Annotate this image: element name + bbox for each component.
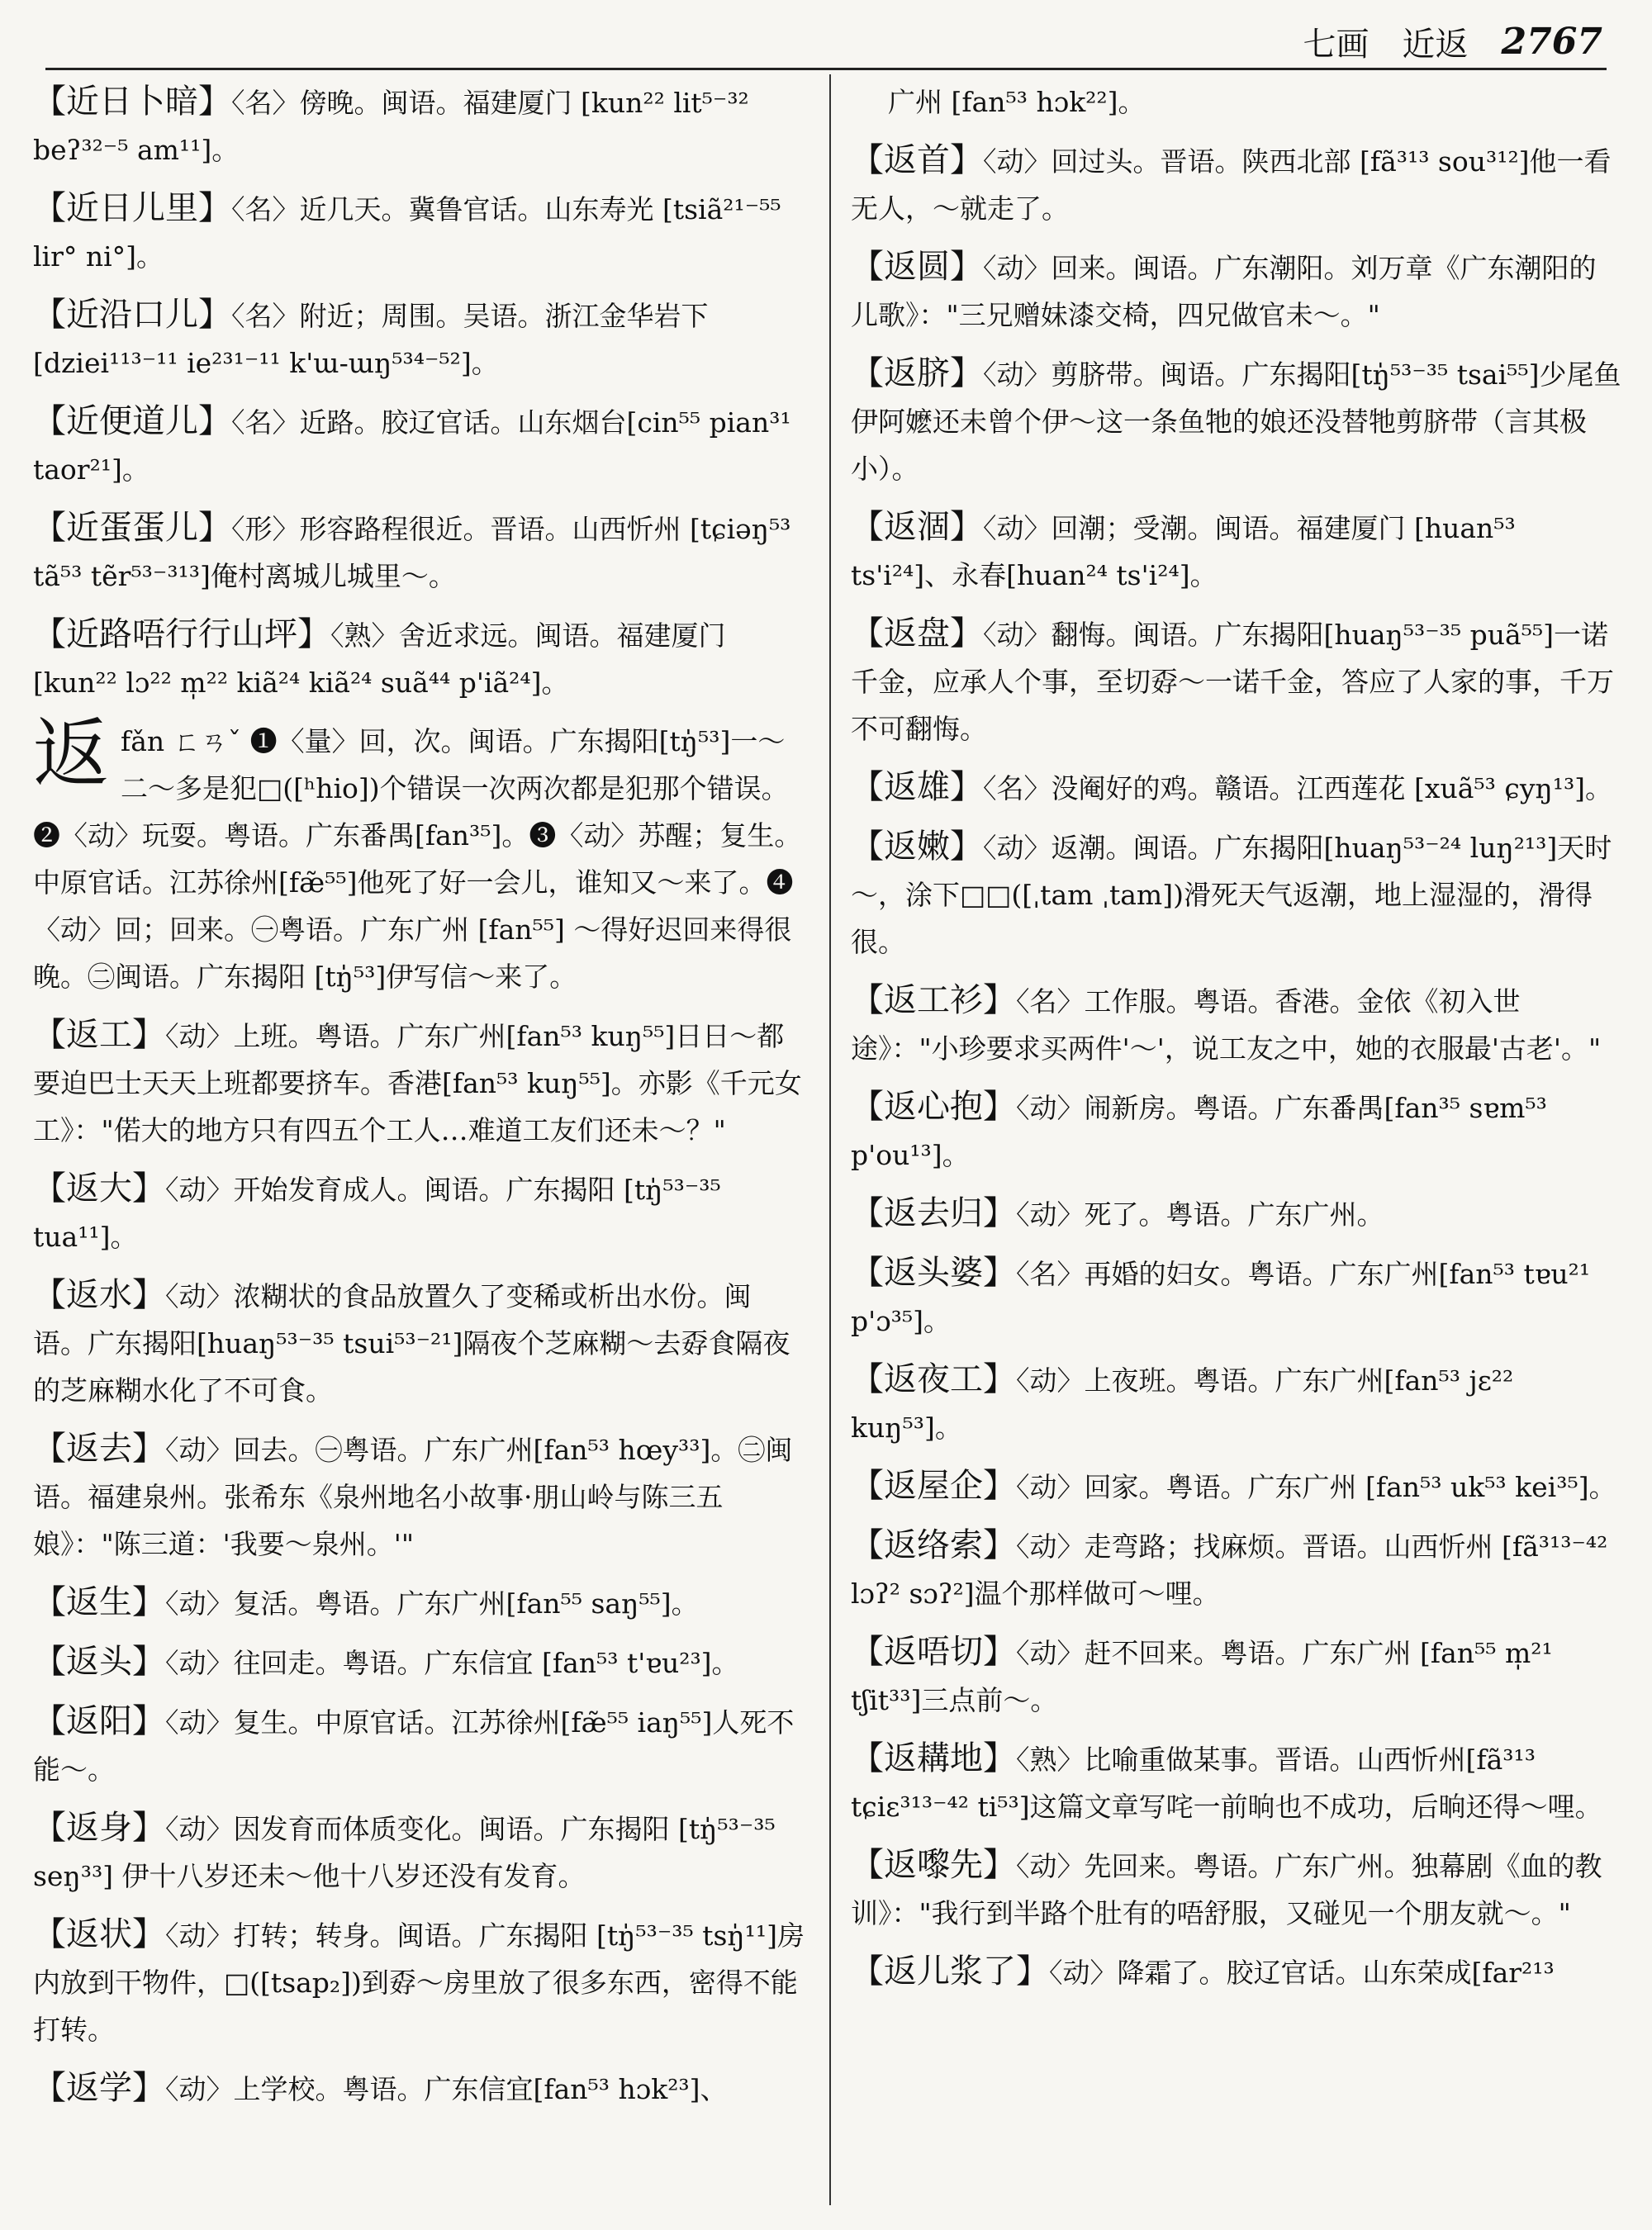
dictionary-entry <box>33 1911 805 2053</box>
dictionary-entry <box>851 1190 1623 1238</box>
dictionary-entry <box>33 2065 805 2113</box>
entry-text: 〈动〉走弯路；找麻烦。晋语。山西忻州 [fã³¹³⁻⁴² lɔʔ² sɔʔ²]温个那样做可～哩。 <box>851 1530 1608 1610</box>
entry-text: 〈动〉赶不回来。粤语。广东广州 [fan⁵⁵ m̩²¹ tʃit³³]三点前～。 <box>851 1637 1553 1716</box>
entry-text: 〈动〉降霜了。胶辽官话。山东荣成[far²¹³ <box>1049 1957 1555 1989</box>
entry-text: 〈动〉回来。闽语。广东潮阳。刘万章《广东潮阳的儿歌》："三兄赠妹漆交椅，四兄做官未～。" <box>851 252 1597 331</box>
dictionary-entry <box>33 185 805 280</box>
entry-text: 〈动〉往回走。粤语。广东信宜 [fan⁵³ t'ɐu²³]。 <box>165 1647 739 1679</box>
entry-text: 〈动〉上学校。粤语。广东信宜[fan⁵³ hɔk²³]、 <box>165 2073 728 2105</box>
entry-headword: 【 近日卜暗 】 <box>33 83 231 121</box>
entry-text: 〈名〉再婚的妇女。粤语。广东广州[fan⁵³ tɐu²¹ p'ɔ³⁵]。 <box>851 1258 1591 1337</box>
right-column <box>851 78 1623 2213</box>
entry-headword: 【 返工 】 <box>33 1016 165 1054</box>
dictionary-entry <box>33 78 805 173</box>
dictionary-entry <box>851 1842 1623 1937</box>
dictionary-entry <box>851 350 1623 492</box>
dictionary-entry <box>33 1639 805 1687</box>
entry-text: 〈名〉近几天。冀鲁官话。山东寿光 [tsiã²¹⁻⁵⁵ lir° ni°]。 <box>33 193 781 273</box>
page-header <box>50 17 1602 66</box>
entry-text: 〈名〉工作服。粤语。香港。金依《初入世途》："小珍要求买两件'～'，说工友之中，她的衣服最'古老'。" <box>851 985 1602 1065</box>
entry-text: 〈动〉回过头。晋语。陕西北部 [fã³¹³ sou³¹²]他一看无人，～就走了。 <box>851 145 1612 225</box>
dictionary-entry <box>851 1948 1623 1996</box>
entry-headword: 【 返络索 】 <box>851 1526 1016 1564</box>
dictionary-entry <box>33 1165 805 1260</box>
entry-headword: 【 返水 】 <box>33 1276 165 1314</box>
entry-headword: 【 近日儿里 】 <box>33 189 231 227</box>
entry-text: 〈名〉傍晚。闽语。福建厦门 [kun²² lit⁵⁻³² beʔ³²⁻⁵ am¹¹]。 <box>33 87 749 166</box>
entry-text: 〈形〉形容路程很近。晋语。山西忻州 [tɕiəŋ⁵³ tã⁵³ tẽr⁵³⁻³¹³]俺村离城儿城里～。 <box>33 513 791 592</box>
dictionary-entry <box>33 1805 805 1900</box>
dictionary-entry <box>33 1426 805 1568</box>
dictionary-entry <box>33 1272 805 1414</box>
dictionary-entry <box>851 244 1623 339</box>
entry-headword: 【 返去 】 <box>33 1430 165 1468</box>
entry-text: 〈动〉上夜班。粤语。广东广州[fan⁵³ jɛ²² kuŋ⁵³]。 <box>851 1364 1514 1444</box>
entry-text: 〈熟〉舍近求远。闽语。福建厦门[kun²² lɔ²² m̩²² kiã²⁴ kiã²⁴ suã⁴⁴ p'iã²⁴]。 <box>33 619 726 699</box>
header-rule <box>45 68 1607 70</box>
entry-text: 〈动〉回潮；受潮。闽语。福建厦门 [huan⁵³ ts'i²⁴]、永春[huan²⁴ ts'i²⁴]。 <box>851 512 1516 591</box>
dictionary-entry <box>33 398 805 493</box>
entry-text: 〈动〉闹新房。粤语。广东番禺[fan³⁵ sɐm⁵³ p'ou¹³]。 <box>851 1092 1547 1171</box>
dictionary-entry <box>33 1012 805 1154</box>
entry-text: 〈动〉回去。㊀粤语。广东广州[fan⁵³ hœy³³]。㊁闽语。福建泉州。张希东《泉州地名小故事·朋山岭与陈三五娘》："陈三道：'我要～泉州。'" <box>33 1434 793 1560</box>
entry-headword: 【 返嚟先 】 <box>851 1846 1016 1884</box>
entry-text: 〈动〉因发育而体质变化。闽语。广东揭阳 [tŋ̍⁵³⁻³⁵ seŋ³³] 伊十八岁还未～他十八岁还没有发育。 <box>33 1813 776 1892</box>
head-character-entry <box>33 709 805 1000</box>
entry-text: 〈名〉附近；周围。吴语。浙江金华岩下 [dziei¹¹³⁻¹¹ ie²³¹⁻¹¹ k'ɯ-ɯŋ⁵³⁴⁻⁵²]。 <box>33 300 709 379</box>
dictionary-entry <box>851 1629 1623 1724</box>
entry-headword: 【 返头婆 】 <box>851 1254 1016 1292</box>
dictionary-entry <box>851 823 1623 966</box>
entry-text: 〈动〉回家。粤语。广东广州 [fan⁵³ uk⁵³ kei³⁵]。 <box>1016 1471 1616 1503</box>
entry-headword: 【 返状 】 <box>33 1915 165 1953</box>
dictionary-entry <box>851 1463 1623 1511</box>
entry-headword: 【 返嫩 】 <box>851 828 983 866</box>
entry-headword: 【 返耩地 】 <box>851 1739 1016 1777</box>
entry-text: 〈动〉翻悔。闽语。广东揭阳[huaŋ⁵³⁻³⁵ puã⁵⁵]一诺千金，应承人个事，至切孬～一诺千金，答应了人家的事，千万不可翻悔。 <box>851 619 1614 745</box>
entry-headword: 【 返工衫 】 <box>851 981 1016 1019</box>
entry-headword: 【 返大 】 <box>33 1170 165 1208</box>
dictionary-entry <box>851 764 1623 812</box>
dictionary-entry <box>851 1356 1623 1451</box>
entry-headword: 【 返圆 】 <box>851 248 983 286</box>
dictionary-entry <box>851 1250 1623 1345</box>
entry-text: 〈动〉死了。粤语。广东广州。 <box>1016 1198 1384 1231</box>
entry-text: 〈动〉复生。中原官话。江苏徐州[fæ̃⁵⁵ iaŋ⁵⁵]人死不能～。 <box>33 1706 795 1786</box>
entry-text: 〈名〉没阉好的鸡。赣语。江西莲花 [xuã⁵³ ɕyŋ¹³]。 <box>983 772 1613 804</box>
entry-headword: 【 返屋企 】 <box>851 1467 1016 1505</box>
entry-text: 〈动〉浓糊状的食品放置久了变稀或析出水份。闽语。广东揭阳[huaŋ⁵³⁻³⁵ tsui⁵³⁻²¹]隔夜个芝麻糊～去孬食隔夜的芝麻糊水化了不可食。 <box>33 1280 790 1407</box>
entry-headword: 【 返唔切 】 <box>851 1633 1016 1671</box>
entry-text: 〈动〉复活。粤语。广东广州[fan⁵⁵ saŋ⁵⁵]。 <box>165 1587 699 1620</box>
entry-text: 〈动〉返潮。闽语。广东揭阳[huaŋ⁵³⁻²⁴ luŋ²¹³]天时～，涂下□□([ˌtam ˌtam])滑死天气返潮，地上湿湿的，滑得很。 <box>851 832 1612 958</box>
dictionary-entry <box>851 1735 1623 1830</box>
dictionary-entry <box>851 1084 1623 1179</box>
entry-headword: 【 近沿口儿 】 <box>33 296 231 334</box>
left-column <box>33 78 805 2213</box>
entry-text: 〈动〉打转；转身。闽语。广东揭阳 [tŋ̍⁵³⁻³⁵ tsŋ̍¹¹]房内放到干物件，□([tsap₂])到孬～房里放了很多东西，密得不能打转。 <box>33 1919 805 2046</box>
entry-text: 〈动〉开始发育成人。闽语。广东揭阳 [tŋ̍⁵³⁻³⁵ tua¹¹]。 <box>33 1174 721 1253</box>
section-label: 七画 近返 <box>1303 25 1469 64</box>
entry-headword: 【 近便道儿 】 <box>33 402 231 440</box>
dictionary-entry <box>851 504 1623 599</box>
entry-continuation: 广州 [fan⁵³ hɔk²²]。 <box>888 86 1146 118</box>
head-character-definition: fǎn ㄈㄢˇ ❶〈量〉回，次。闽语。广东揭阳[tŋ̍⁵³]一～二～多是犯□([ʰhio])个错误一次两次都是犯那个错误。❷〈动〉玩耍。粤语。广东番禺[fan³⁵]。❸〈动〉苏醒；复生。中原官话。江苏徐州[fæ̃⁵⁵]他死了好一会儿，谁知又～来了。❹〈动〉回；回来。㊀粤语。广东广州 [fan⁵⁵] ～得好迟回来得很晚。㊁闽语。广东揭阳 [tŋ̍⁵³]伊写信～来了。 <box>33 725 802 993</box>
entry-headword: 【 返心抱 】 <box>851 1088 1016 1126</box>
entry-headword: 【 返生 】 <box>33 1583 165 1621</box>
page-number: 2767 <box>1501 20 1602 63</box>
entry-text: 〈熟〉比喻重做某事。晋语。山西忻州[fã³¹³ tɕiɛ³¹³⁻⁴² ti⁵³]这篇文章写咤一前晌也不成功，后晌还得～哩。 <box>851 1744 1602 1823</box>
dictionary-entry <box>851 610 1623 752</box>
entry-headword: 【 返身 】 <box>33 1809 165 1847</box>
dictionary-entry <box>33 611 805 706</box>
entry-headword: 【 近蛋蛋儿 】 <box>33 509 231 547</box>
entry-headword: 【 返儿浆了 】 <box>851 1952 1049 1990</box>
dictionary-entry <box>851 1522 1623 1617</box>
dictionary-entry <box>33 292 805 387</box>
entry-text: 〈动〉剪脐带。闽语。广东揭阳[tŋ̍⁵³⁻³⁵ tsai⁵⁵]少尾鱼伊阿嬷还未曾个伊～这一条鱼牠的娘还没替牠剪脐带（言其极小）。 <box>851 358 1621 485</box>
dictionary-entry <box>33 1579 805 1627</box>
dictionary-entry <box>851 137 1623 232</box>
dictionary-entry <box>33 1698 805 1793</box>
column-divider <box>829 74 831 2205</box>
entry-text: 〈名〉近路。胶辽官话。山东烟台[cin⁵⁵ pian³¹ taor²¹]。 <box>33 406 791 486</box>
entry-headword: 【 返阳 】 <box>33 1702 165 1740</box>
entry-headword: 【 返去归 】 <box>851 1194 1016 1232</box>
entry-headword: 【 返脐 】 <box>851 354 983 392</box>
entry-headword: 【 返盘 】 <box>851 614 983 652</box>
entry-headword: 【 近路唔行行山坪 】 <box>33 615 330 653</box>
entry-headword: 【 返夜工 】 <box>851 1360 1016 1398</box>
entry-headword: 【 返学 】 <box>33 2069 165 2107</box>
entry-text: 〈动〉先回来。粤语。广东广州。独幕剧《血的教训》："我行到半路个肚有的唔舒服，又碰见一个朋友就～。" <box>851 1850 1602 1929</box>
dictionary-entry <box>33 505 805 600</box>
entry-text: 〈动〉上班。粤语。广东广州[fan⁵³ kuŋ⁵⁵]日日～都要迫巴士天天上班都要挤车。香港[fan⁵³ kuŋ⁵⁵]。亦影《千元女工》："偌大的地方只有四五个工人…难道工友们还未～？" <box>33 1020 802 1146</box>
entry-headword: 【 返头 】 <box>33 1643 165 1681</box>
entry-headword: 【 返涸 】 <box>851 508 983 546</box>
dictionary-entry <box>851 977 1623 1072</box>
entry-headword: 【 返首 】 <box>851 141 983 179</box>
head-character: 返 <box>33 709 110 798</box>
entry-headword: 【 返雄 】 <box>851 768 983 806</box>
